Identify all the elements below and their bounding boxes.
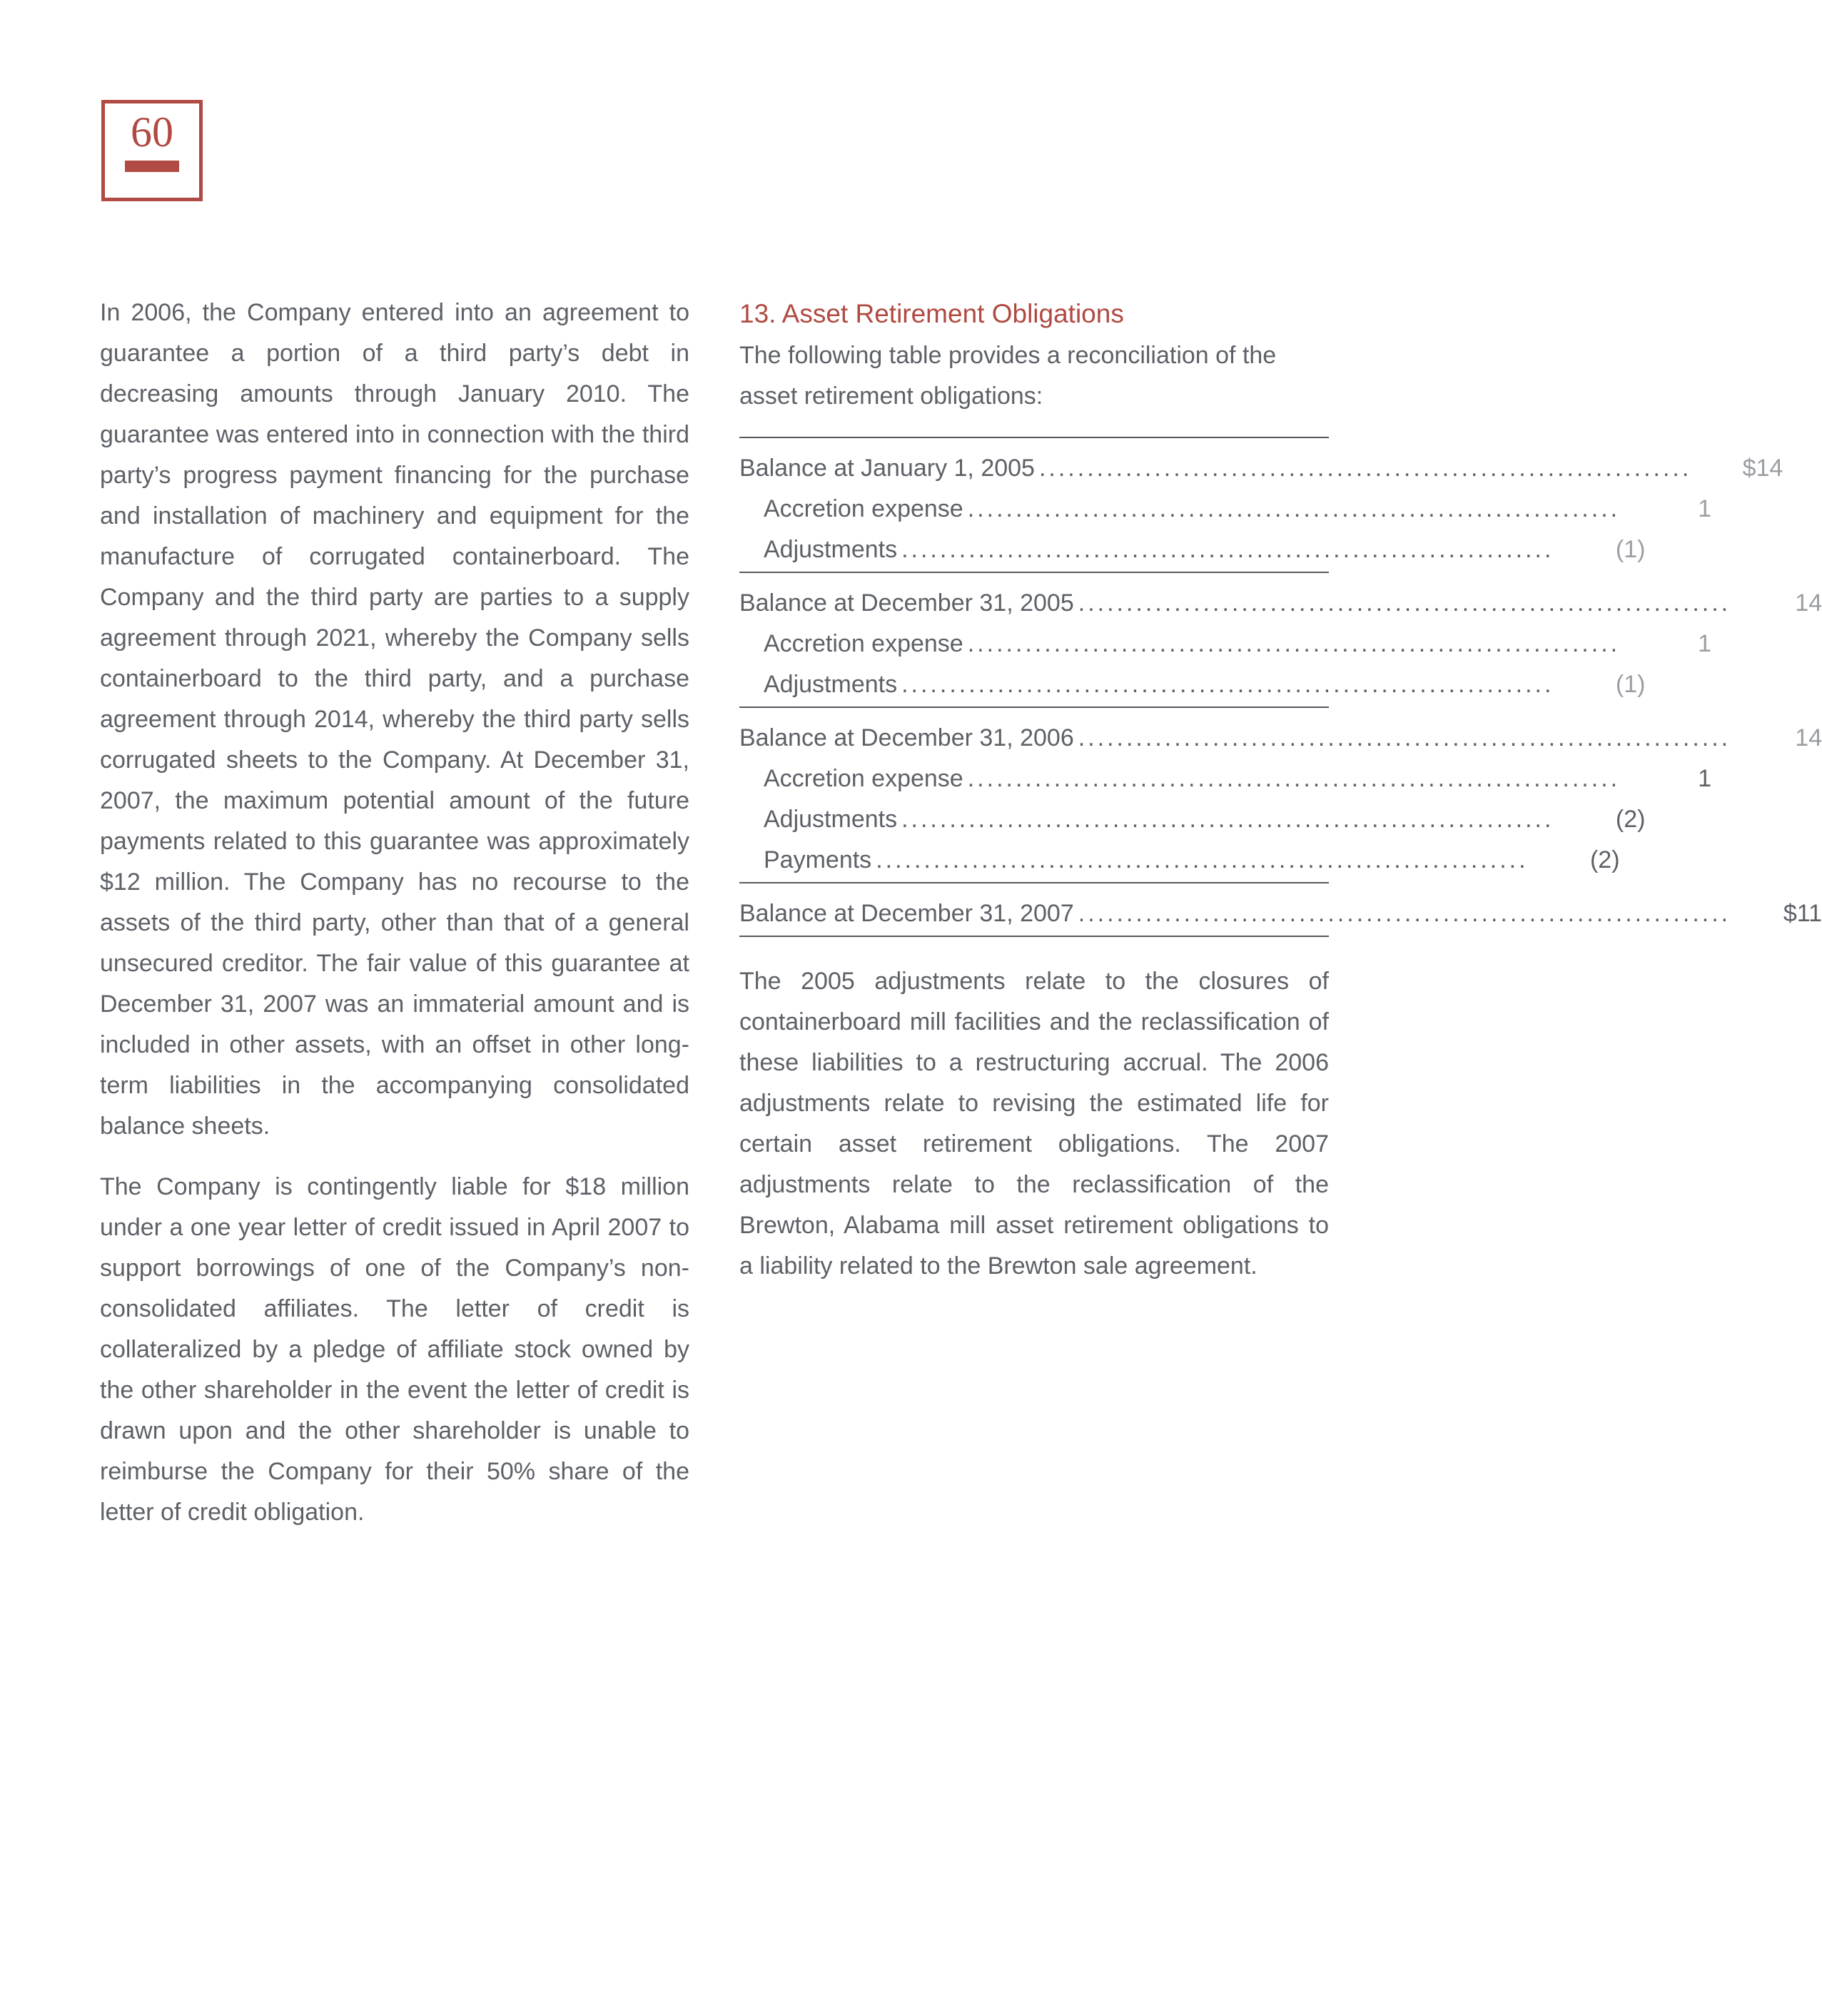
row-label: Adjustments [764,806,898,833]
right-column [739,293,1822,1287]
row-label: Adjustments [764,536,898,563]
table-row [739,893,1822,934]
table-row [739,799,1646,840]
leader-dots: .................................................................... [1078,589,1731,617]
row-value: $14 [1742,455,1783,482]
leader-dots: .................................................................... [967,495,1621,522]
table-row [739,624,1712,664]
table-row [739,664,1646,705]
table-row [739,530,1646,570]
row-value: 1 [1698,630,1712,657]
row-label: Balance at December 31, 2005 [739,589,1074,617]
row-label: Balance at December 31, 2006 [739,724,1074,751]
leader-dots: .................................................................... [1078,724,1731,751]
leader-dots: .................................................................... [901,536,1554,563]
row-value: (2) [1589,846,1620,873]
leader-dots: .................................................................... [901,806,1554,833]
table-group-2005-end [739,583,1822,708]
badge-bar-icon [125,161,179,172]
row-value: $11 [1783,900,1822,927]
table-group-2006-end [739,718,1822,883]
leader-dots: .................................................................... [1078,900,1731,927]
guarantee-paragraph: In 2006, the Company entered into an agreement to guarantee a portion of a third party’s debt in decreasing amounts through January 2010. The guarantee was entered into in connection with the third party’s progress payment financing for the purchase and installation of machinery and equipment for the manufacture of corrugated containerboard. The Company and the third party are parties to a supply agreement through 2021, whereby the Company sells containerboard to the third party, and a purchase agreement through 2014, whereby the third party sells corrugated sheets to the Company. At December 31, 2007, the maximum potential amount of the future payments related to this guarantee was approximately $12 million. The Company has no recourse to the assets of the third party, other than that of a general unsecured creditor. The fair value of this guarantee at December 31, 2007 was an immaterial amount and is included in other assets, with an offset in other long-term liabilities in the accompanying consolidated balance sheets. [100,299,689,1140]
row-label: Adjustments [764,671,898,698]
table-row [739,759,1712,799]
row-value: 1 [1698,765,1712,792]
section-intro: The following table provides a reconciliation of the asset retirement obligations: [739,342,1277,410]
leader-dots: .................................................................... [901,671,1554,698]
left-column [100,293,689,1553]
table-row [739,840,1620,881]
table-row [739,718,1822,759]
leader-dots: .................................................................... [1038,455,1692,482]
letter-of-credit-paragraph: The Company is contingently liable for $18 million under a one year letter of credit issued in April 2007 to support borrowings of one of the Company’s non-consolidated affiliates. The letter of credit is collateralized by a pledge of affiliate stock owned by the other shareholder in the event the letter of credit is drawn upon and the other shareholder is unable to reimburse the Company for their 50% share of the letter of credit obligation. [100,1173,689,1526]
row-label: Accretion expense [764,765,963,792]
row-value: 14 [1795,724,1822,751]
table-row [739,489,1712,530]
row-value: (1) [1615,671,1646,698]
row-label: Accretion expense [764,630,963,657]
page-number-badge [101,100,203,201]
table-group-2007-end [739,893,1822,937]
table-group-2005-start [739,448,1783,573]
row-value: (1) [1615,536,1646,563]
page-number: 60 [131,108,173,156]
leader-dots: .................................................................... [967,765,1621,792]
row-value: (2) [1615,806,1646,833]
row-value: 14 [1795,589,1822,617]
reconciliation-table [739,437,1822,937]
row-label: Payments [764,846,872,873]
leader-dots: .................................................................... [967,630,1621,657]
row-label: Balance at December 31, 2007 [739,900,1074,927]
row-label: Accretion expense [764,495,963,522]
adjustments-explanation: The 2005 adjustments relate to the closures of containerboard mill facilities and the reclassification of these liabilities to a restructuring accrual. The 2006 adjustments relate to revising the estimated life for certain asset retirement obligations. The 2007 adjustments relate to the reclassification of the Brewton, Alabama mill asset retirement obligations to a liability related to the Brewton sale agreement. [739,968,1329,1280]
row-label: Balance at January 1, 2005 [739,455,1035,482]
table-row [739,448,1783,489]
leader-dots: .................................................................... [876,846,1529,873]
row-value: 1 [1698,495,1712,522]
section-title: 13. Asset Retirement Obligations [739,299,1124,328]
table-row [739,583,1822,624]
